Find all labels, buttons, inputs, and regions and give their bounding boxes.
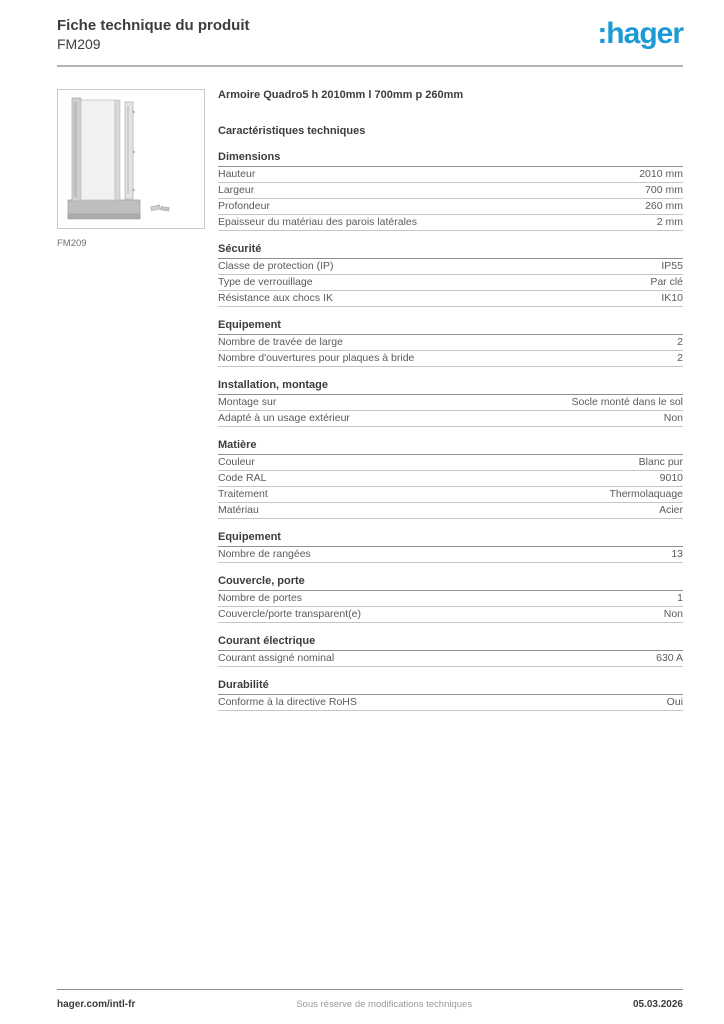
table-row <box>218 547 683 563</box>
table-row <box>218 411 683 427</box>
section-title: Installation, montage <box>218 379 683 395</box>
row-value: Acier <box>659 504 683 516</box>
row-label: Epaisseur du matériau des parois latérales <box>218 216 418 228</box>
table-row <box>218 335 683 351</box>
table-row <box>218 199 683 215</box>
table-row <box>218 607 683 623</box>
row-label: Couleur <box>218 456 255 468</box>
table-row <box>218 215 683 231</box>
row-label: Nombre de rangées <box>218 548 311 560</box>
row-value: 2 <box>677 336 683 348</box>
row-label: Matériau <box>218 504 259 516</box>
row-label: Code RAL <box>218 472 267 484</box>
row-label: Conforme à la directive RoHS <box>218 696 357 708</box>
table-row <box>218 471 683 487</box>
header-titles <box>57 16 250 53</box>
row-label: Nombre d'ouvertures pour plaques à bride <box>218 352 415 364</box>
row-value: 260 mm <box>645 200 683 212</box>
row-label: Type de verrouillage <box>218 276 313 288</box>
row-label: Largeur <box>218 184 255 196</box>
characteristics-section <box>218 379 683 427</box>
row-value: Socle monté dans le sol <box>571 396 683 408</box>
sections-container <box>218 151 683 711</box>
section-rows <box>218 591 683 623</box>
section-rows <box>218 167 683 231</box>
table-row <box>218 503 683 519</box>
footer-date: 05.03.2026 <box>632 999 683 1010</box>
section-title: Sécurité <box>218 243 683 259</box>
footer-link[interactable]: hager.com/intl-fr <box>57 999 136 1010</box>
table-row <box>218 487 683 503</box>
image-caption: FM209 <box>57 238 87 249</box>
characteristics-section <box>218 575 683 623</box>
row-value: 700 mm <box>645 184 683 196</box>
section-rows <box>218 695 683 711</box>
row-value: Par clé <box>650 276 683 288</box>
row-value: Non <box>663 608 683 620</box>
row-label: Montage sur <box>218 396 277 408</box>
section-rows <box>218 547 683 563</box>
section-rows <box>218 455 683 519</box>
section-title: Durabilité <box>218 679 683 695</box>
table-row <box>218 591 683 607</box>
characteristics-heading: Caractéristiques techniques <box>218 125 366 137</box>
section-rows <box>218 259 683 307</box>
row-value: 13 <box>671 548 683 560</box>
table-row <box>218 183 683 199</box>
row-label: Classe de protection (IP) <box>218 260 334 272</box>
characteristics-section <box>218 243 683 307</box>
page-title: Fiche technique du produit <box>57 17 250 34</box>
row-value: Oui <box>666 696 683 708</box>
product-code: FM209 <box>57 36 101 52</box>
characteristics-section <box>218 319 683 367</box>
hager-logo: :hager <box>597 17 683 50</box>
row-label: Hauteur <box>218 168 256 180</box>
row-value: 1 <box>677 592 683 604</box>
characteristics-column <box>218 89 683 723</box>
product-image <box>57 89 205 229</box>
section-title: Dimensions <box>218 151 683 167</box>
characteristics-section <box>218 531 683 563</box>
table-row <box>218 351 683 367</box>
page-footer <box>57 989 683 1010</box>
row-value: 2 mm <box>656 216 683 228</box>
row-label: Nombre de portes <box>218 592 303 604</box>
table-row <box>218 455 683 471</box>
section-title: Couvercle, porte <box>218 575 683 591</box>
row-value: 2010 mm <box>639 168 683 180</box>
section-title: Matière <box>218 439 683 455</box>
product-name: Armoire Quadro5 h 2010mm l 700mm p 260mm <box>218 89 464 101</box>
section-title: Equipement <box>218 319 683 335</box>
content-area <box>57 89 683 723</box>
product-image-column <box>57 89 205 723</box>
row-label: Courant assigné nominal <box>218 652 335 664</box>
row-value: IK10 <box>661 292 683 304</box>
cabinet-illustration <box>58 90 204 228</box>
table-row <box>218 167 683 183</box>
section-title: Equipement <box>218 531 683 547</box>
footer-disclaimer: Sous réserve de modifications techniques <box>296 999 473 1010</box>
row-label: Couvercle/porte transparent(e) <box>218 608 361 620</box>
section-title: Courant électrique <box>218 635 683 651</box>
row-label: Profondeur <box>218 200 270 212</box>
row-value: 630 A <box>656 652 683 664</box>
section-rows <box>218 395 683 427</box>
table-row <box>218 695 683 711</box>
row-value: 9010 <box>659 472 683 484</box>
row-value: 2 <box>677 352 683 364</box>
row-label: Adapté à un usage extérieur <box>218 412 350 424</box>
row-label: Nombre de travée de large <box>218 336 343 348</box>
characteristics-section <box>218 151 683 231</box>
row-value: Blanc pur <box>638 456 683 468</box>
characteristics-section <box>218 635 683 667</box>
characteristics-section <box>218 439 683 519</box>
row-label: Traitement <box>218 488 268 500</box>
characteristics-section <box>218 679 683 711</box>
section-rows <box>218 335 683 367</box>
table-row <box>218 259 683 275</box>
row-value: Thermolaquage <box>609 488 683 500</box>
table-row <box>218 291 683 307</box>
table-row <box>218 275 683 291</box>
page-header <box>57 16 683 67</box>
row-label: Résistance aux chocs IK <box>218 292 333 304</box>
section-rows <box>218 651 683 667</box>
row-value: IP55 <box>661 260 683 272</box>
row-value: Non <box>663 412 683 424</box>
table-row <box>218 651 683 667</box>
table-row <box>218 395 683 411</box>
